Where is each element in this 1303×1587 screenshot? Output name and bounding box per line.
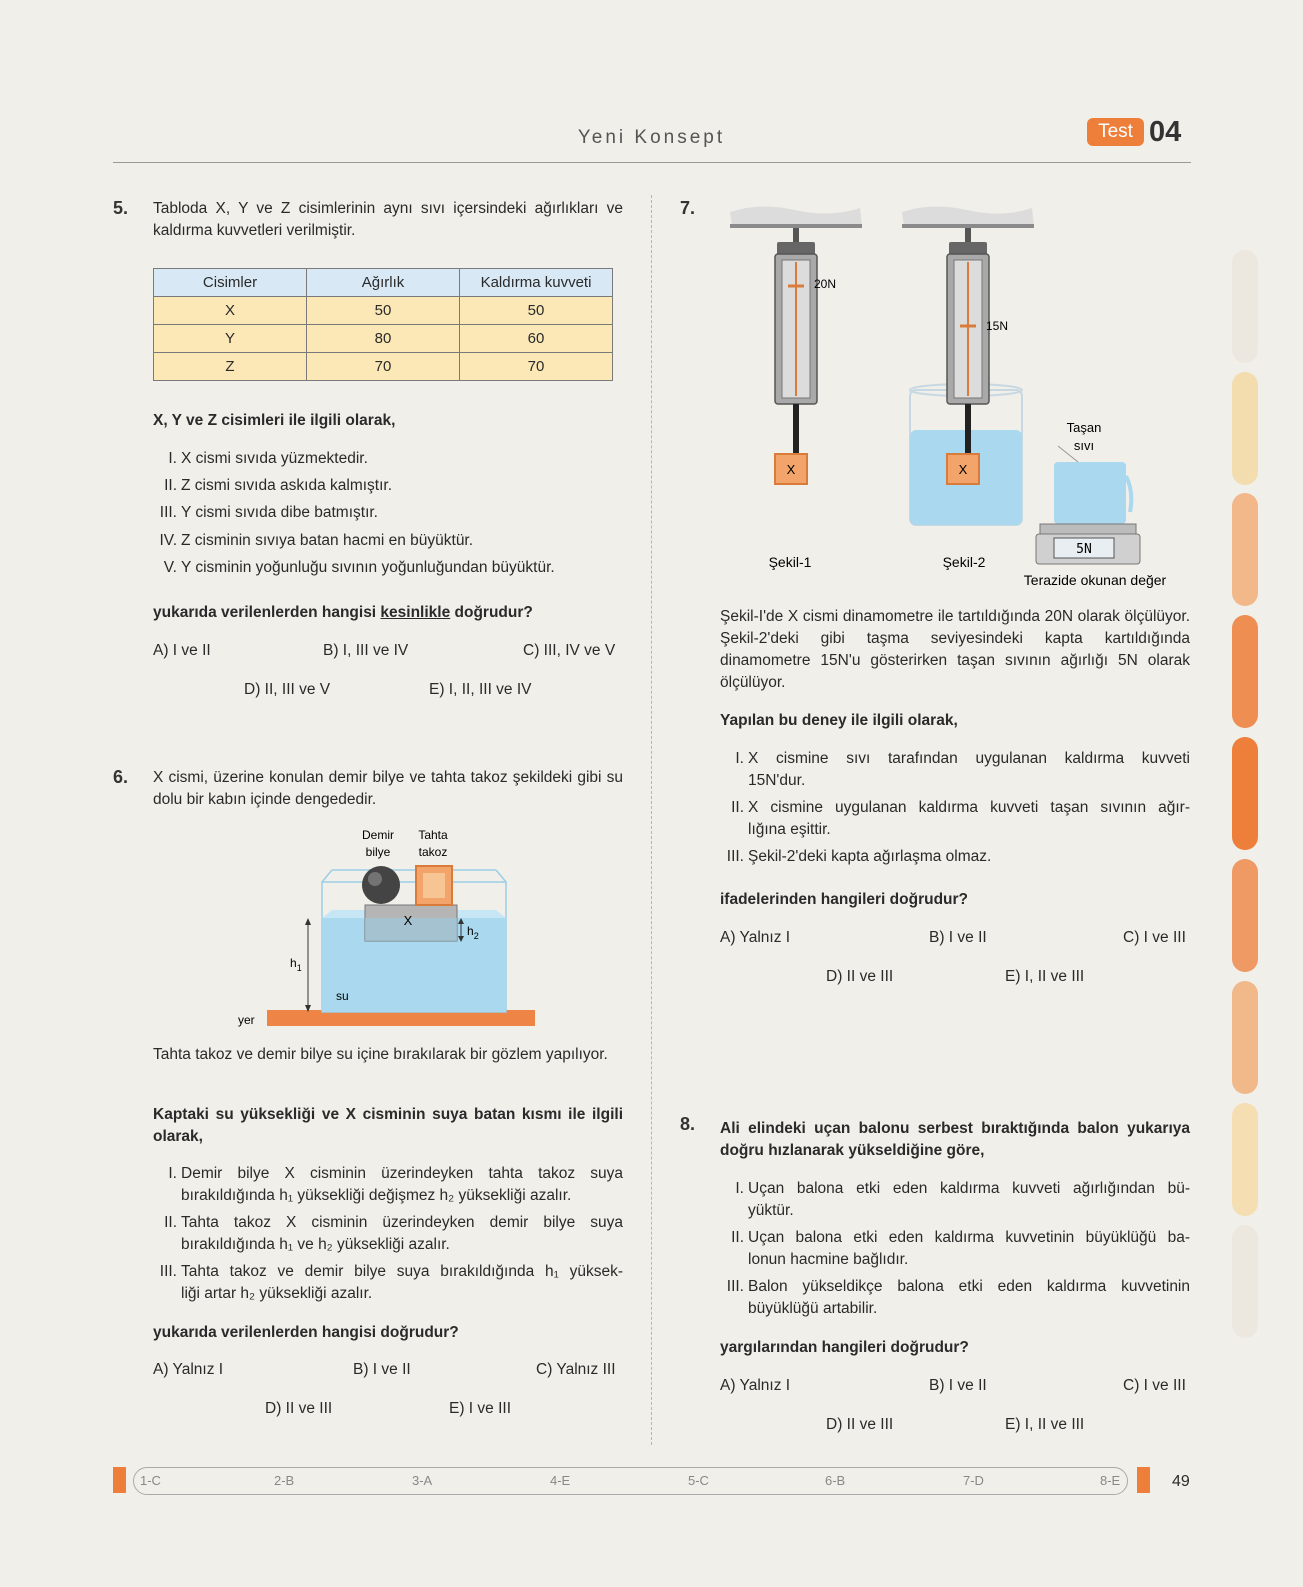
figure-2-caption: Şekil-2 [942, 554, 986, 570]
side-tab [1232, 250, 1258, 363]
ceiling [902, 206, 1034, 226]
table-cell: Y [154, 325, 307, 353]
table-row [154, 325, 613, 353]
water-label: su [336, 989, 349, 1003]
table-header: Ağırlık [307, 269, 460, 297]
x-label: X [786, 462, 796, 477]
answer-key-item: 3-A [412, 1473, 433, 1488]
table-cell: 70 [307, 353, 460, 381]
option-d[interactable]: D) II ve III [265, 1400, 333, 1417]
answer-key-item: 7-D [963, 1473, 984, 1488]
ceiling [730, 206, 862, 226]
question-7-number: 7. [680, 198, 696, 218]
question-7-question: ifadelerinden hangileri doğrudur? [720, 891, 969, 908]
option-c[interactable]: C) I ve III [1123, 1377, 1186, 1394]
option-a[interactable]: A) I ve II [153, 642, 211, 659]
reading-20n: 20N [814, 277, 837, 291]
column-divider [651, 195, 652, 1445]
h1-label: $h_1$ [290, 956, 302, 973]
question-5-table [153, 268, 613, 381]
page-header-title: Yeni Konsept [577, 127, 726, 148]
scale-caption: Terazide okunan değer [1023, 572, 1167, 588]
option-d[interactable]: D) II, III ve V [244, 681, 331, 698]
table-header: Cisimler [154, 269, 307, 297]
question-7-intro: Şekil-I'de X cismi dinamometre ile tartıldığında 20N olarak ölçülüyor. Şekil-2'deki gibi taşma seviyesindeki kapta kartıldığında dinamometre 15N'u gösterirken taşan sıvının ağırlığı 5N olarak ölçülüyor. [720, 608, 1190, 691]
block-label: Tahta [418, 830, 448, 842]
table-row [154, 297, 613, 325]
x-label: X [403, 913, 413, 928]
option-d[interactable]: D) II ve III [826, 1416, 894, 1433]
scale-top [1040, 524, 1136, 534]
option-e[interactable]: E) I, II ve III [1005, 1416, 1085, 1433]
side-tab [1232, 1225, 1258, 1338]
page-number: 49 [1172, 1473, 1190, 1490]
table-cell: Z [154, 353, 307, 381]
question-5-question: yukarıda verilenlerden hangisi kesinlikle doğrudur? [153, 604, 533, 621]
question-6-figure [230, 830, 550, 1040]
option-b[interactable]: B) I, III ve IV [323, 642, 409, 659]
question-7-figure [720, 200, 1190, 600]
table-cell: 50 [307, 297, 460, 325]
option-a[interactable]: A) Yalnız I [720, 929, 791, 946]
question-6-lead: Kaptaki su yüksekliği ve X cisminin suya batan kısmı ile ilgili olarak, [153, 1106, 623, 1145]
table-row [154, 353, 613, 381]
question-6-number: 6. [113, 767, 129, 787]
question-5-lead: X, Y ve Z cisimleri ile ilgili olarak, [153, 412, 396, 429]
test-number: 04 [1149, 116, 1182, 148]
question-6-question: yukarıda verilenlerden hangisi doğrudur? [153, 1324, 459, 1341]
overflow-label: sıvı [1073, 438, 1095, 453]
side-tab-active [1232, 737, 1258, 850]
question-8-intro: Ali elindeki uçan balonu serbest bıraktığında balon yukarıya doğru hızlanarak yükseldiğine göre, [720, 1120, 1190, 1159]
option-b[interactable]: B) I ve II [929, 929, 987, 946]
side-tab [1232, 372, 1258, 485]
answer-key-item: 6-B [825, 1473, 846, 1488]
table-cell: X [154, 297, 307, 325]
answer-key-item: 1-C [140, 1473, 161, 1488]
figure-1-caption: Şekil-1 [768, 554, 812, 570]
option-a[interactable]: A) Yalnız I [720, 1377, 791, 1394]
h2-label: $h_2$ [467, 924, 479, 941]
question-6-observation: Tahta takoz ve demir bilye su içine bırakılarak bir gözlem yapılıyor. [153, 1046, 608, 1063]
ball-label: bilye [365, 845, 391, 859]
question-8-question: yargılarından hangileri doğrudur? [720, 1339, 969, 1356]
option-a[interactable]: A) Yalnız I [153, 1361, 224, 1378]
side-tab [1232, 615, 1258, 728]
reading-15n: 15N [986, 319, 1009, 333]
side-tab [1232, 859, 1258, 972]
side-tab [1232, 1103, 1258, 1216]
question-7-lead: Yapılan bu deney ile ilgili olarak, [720, 712, 958, 729]
answer-key-item: 5-C [688, 1473, 709, 1488]
answer-bar-marker-left [113, 1467, 126, 1493]
question-8-number: 8. [680, 1114, 696, 1134]
scale-reading: 5N [1076, 542, 1092, 557]
table-cell: 80 [307, 325, 460, 353]
side-tab [1232, 981, 1258, 1094]
option-b[interactable]: B) I ve II [929, 1377, 987, 1394]
x-label: X [958, 462, 968, 477]
header-rule [113, 162, 1191, 163]
overflow-label: Taşan [1066, 420, 1102, 435]
ball-label: Demir [362, 830, 394, 842]
option-c[interactable]: C) III, IV ve V [523, 642, 616, 659]
test-badge: Test [1087, 118, 1144, 146]
option-e[interactable]: E) I ve III [449, 1400, 512, 1417]
answer-key-item: 2-B [274, 1473, 295, 1488]
option-c[interactable]: C) Yalnız III [536, 1361, 616, 1378]
question-5-intro: Tabloda X, Y ve Z cisimlerinin aynı sıvı içersindeki ağırlıkları ve kaldırma kuvvetleri verilmiştir. [153, 200, 623, 239]
table-cell: 60 [460, 325, 613, 353]
option-e[interactable]: E) I, II, III ve IV [429, 681, 532, 698]
iron-ball [362, 866, 400, 904]
option-d[interactable]: D) II ve III [826, 968, 894, 985]
option-c[interactable]: C) I ve III [1123, 929, 1186, 946]
table-header: Kaldırma kuvveti [460, 269, 613, 297]
option-b[interactable]: B) I ve II [353, 1361, 411, 1378]
block-label: takoz [418, 845, 448, 859]
answer-key-item: 4-E [550, 1473, 571, 1488]
overflow-cup [1054, 462, 1126, 524]
answer-bar-marker-right [1137, 1467, 1150, 1493]
question-6-intro: X cismi, üzerine konulan demir bilye ve tahta takoz şekildeki gibi su dolu bir kabın içinde dengededir. [153, 769, 623, 808]
table-cell: 50 [460, 297, 613, 325]
ground-label: yer [238, 1013, 255, 1027]
question-5-number: 5. [113, 198, 129, 218]
option-e[interactable]: E) I, II ve III [1005, 968, 1085, 985]
side-tab [1232, 493, 1258, 606]
table-cell: 70 [460, 353, 613, 381]
answer-key-item: 8-E [1100, 1473, 1121, 1488]
